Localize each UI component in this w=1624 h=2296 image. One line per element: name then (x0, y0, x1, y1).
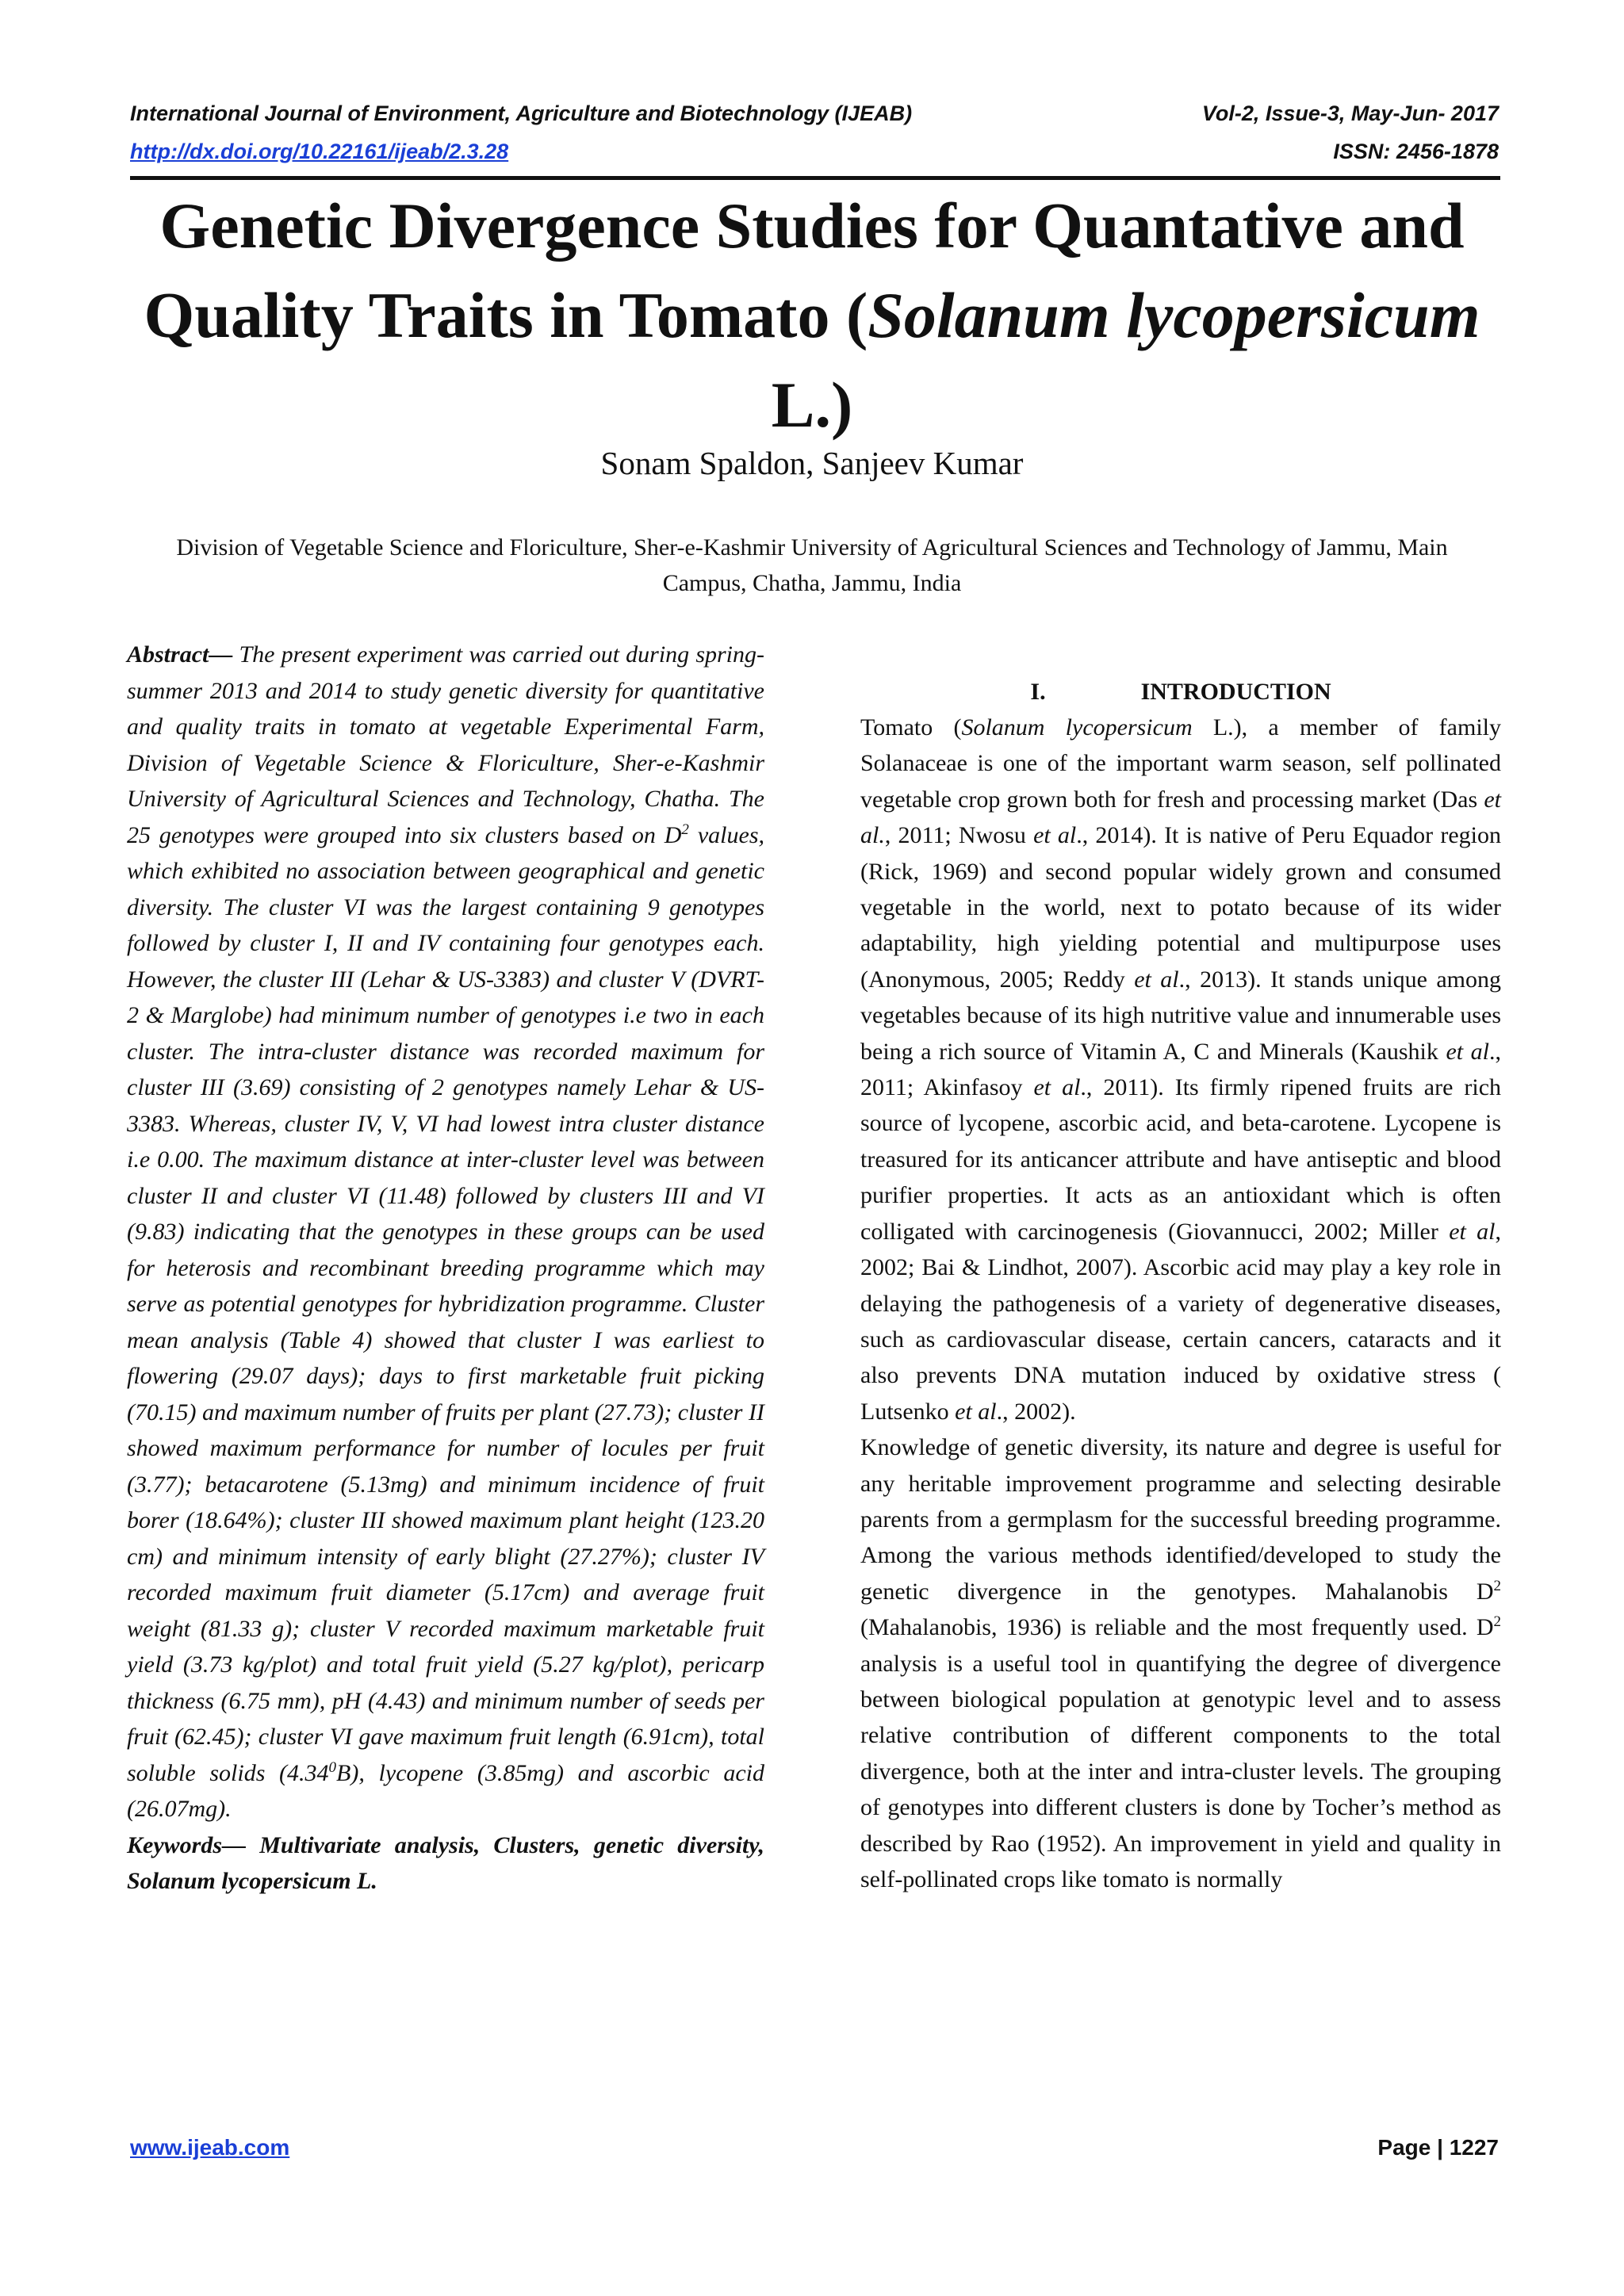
page-number: Page | 1227 (1377, 2135, 1499, 2160)
abstract-column (127, 637, 764, 1900)
abstract: Abstract— The present experiment was carried out during spring-summer 2013 and 2014 to study genetic diversity for quantitative and quality traits in tomato at vegetable Experimental Farm, Division of Vegetable Science & Floriculture, Sher-e-Kashmir University of Agricultural Sciences and Technology, Chatha. The 25 genotypes were grouped into six clusters based on $D^2$ values, which exhibited no association between geographical and genetic diversity. The cluster VI was the largest containing 9 genotypes followed by cluster I, II and IV containing four genotypes each. However, the cluster III (Lehar & US-3383) and cluster V (DVRT-2 & Marglobe) had minimum number of genotypes i.e two in each cluster. The intra-cluster distance was recorded maximum for cluster III (3.69) consisting of 2 genotypes namely Lehar & US-3383. Whereas, cluster IV, V, VI had lowest intra cluster distance i.e 0.00. The maximum distance at inter-cluster level was between cluster II and cluster VI (11.48) followed by clusters III and VI (9.83) indicating that the genotypes in these groups can be used for heterosis and recombinant breeding programme which may serve as potential genotypes for hybridization programme. Cluster mean analysis (Table 4) showed that cluster I was earliest to flowering (29.07 days); days to first marketable fruit picking (70.15) and maximum number of fruits per plant (27.73); cluster II showed maximum performance for number of locules per fruit (3.77); betacarotene (5.13mg) and minimum incidence of fruit borer (18.64%); cluster III showed maximum plant height (123.20 cm) and minimum intensity of early blight (27.27%); cluster IV recorded maximum fruit diameter (5.17cm) and average fruit weight (81.33 g); cluster V recorded maximum marketable fruit yield (3.73 kg/plot) and total fruit yield (5.27 kg/plot), pericarp thickness (6.75 mm), pH (4.43) and minimum number of seeds per fruit (62.45); cluster VI gave maximum fruit length (6.91cm), total soluble solids (4.34$^0$B), lycopene (3.85mg) and ascorbic acid (26.07mg). (127, 641, 764, 1822)
abstract-label: Abstract— (127, 641, 233, 668)
authors: Sonam Spaldon, Sanjeev Kumar (600, 445, 1024, 481)
journal-name: International Journal of Environment, Agriculture and Biotechnology (IJEAB) (130, 101, 913, 125)
introduction-column (860, 674, 1501, 1897)
volume-issue: Vol-2, Issue-3, May-Jun- 2017 (1201, 101, 1499, 125)
paper-title: Genetic Divergence Studies for Quantative and Quality Traits in Tomato (Solanum lycopersicum L.) (144, 189, 1480, 441)
doi-link[interactable]: http://dx.doi.org/10.22161/ijeab/2.3.28 (130, 140, 509, 163)
issn: ISSN: 2456-1878 (1333, 140, 1499, 163)
header-rule (130, 176, 1500, 180)
keywords-label: Keywords— (127, 1831, 246, 1858)
section-heading-introduction: I. INTRODUCTION (1030, 679, 1331, 705)
keywords: Keywords— Multivariate analysis, Clusters, genetic diversity, Solanum lycopersicum L. (127, 1831, 764, 1894)
intro-paragraph-2: Knowledge of genetic diversity, its nature and degree is useful for any heritable improvement programme and selecting desirable parents from a germplasm for the successful breeding programme. Among the various methods identified/developed to study the genetic divergence in the genotypes. Mahalanobis $D^2$ (Mahalanobis, 1936) is reliable and the most frequently used. $D^2$ analysis is a useful tool in quantifying the degree of divergence between biological population at genotypic level and to assess relative contribution of different components to the total divergence, both at the inter and intra-cluster levels. The grouping of genotypes into different clusters is done by Tocher’s method as described by Rao (1952). An improvement in yield and quality in self-pollinated crops like tomato is normally (860, 1434, 1501, 1892)
journal-website-link[interactable]: www.ijeab.com (130, 2135, 290, 2160)
affiliation: Division of Vegetable Science and Floriculture, Sher-e-Kashmir University of Agricultural Sciences and Technology of Jammu, Main Campus, Chatha, Jammu, India (176, 534, 1448, 596)
title-species: Solanum lycopersicum (868, 279, 1480, 351)
intro-paragraph-1: Tomato (Solanum lycopersicum L.), a member of family Solanaceae is one of the important warm season, self pollinated vegetable crop grown both for fresh and processing market (Das et al., 2011; Nwosu et al., 2014). It is native of Peru Equador region (Rick, 1969) and second popular widely grown and consumed vegetable in the world, next to potato because of its wider adaptability, high yielding potential and multipurpose uses (Anonymous, 2005; Reddy et al., 2013). It stands unique among vegetables because of its high nutritive value and innumerable uses being a rich source of Vitamin A, C and Minerals (Kaushik et al., 2011; Akinfasoy et al., 2011). Its firmly ripened fruits are rich source of lycopene, ascorbic acid, and beta-carotene. Lycopene is treasured for its anticancer attribute and have antiseptic and blood purifier properties. It acts as an antioxidant which is often colligated with carcinogenesis (Giovannucci, 2002; Miller et al, 2002; Bai & Lindhot, 2007). Ascorbic acid may play a key role in delaying the pathogenesis of a variety of degenerative diseases, such as cardiovascular disease, certain cancers, cataracts and it also prevents DNA mutation induced by oxidative stress ( Lutsenko et al., 2002). (860, 714, 1502, 1425)
